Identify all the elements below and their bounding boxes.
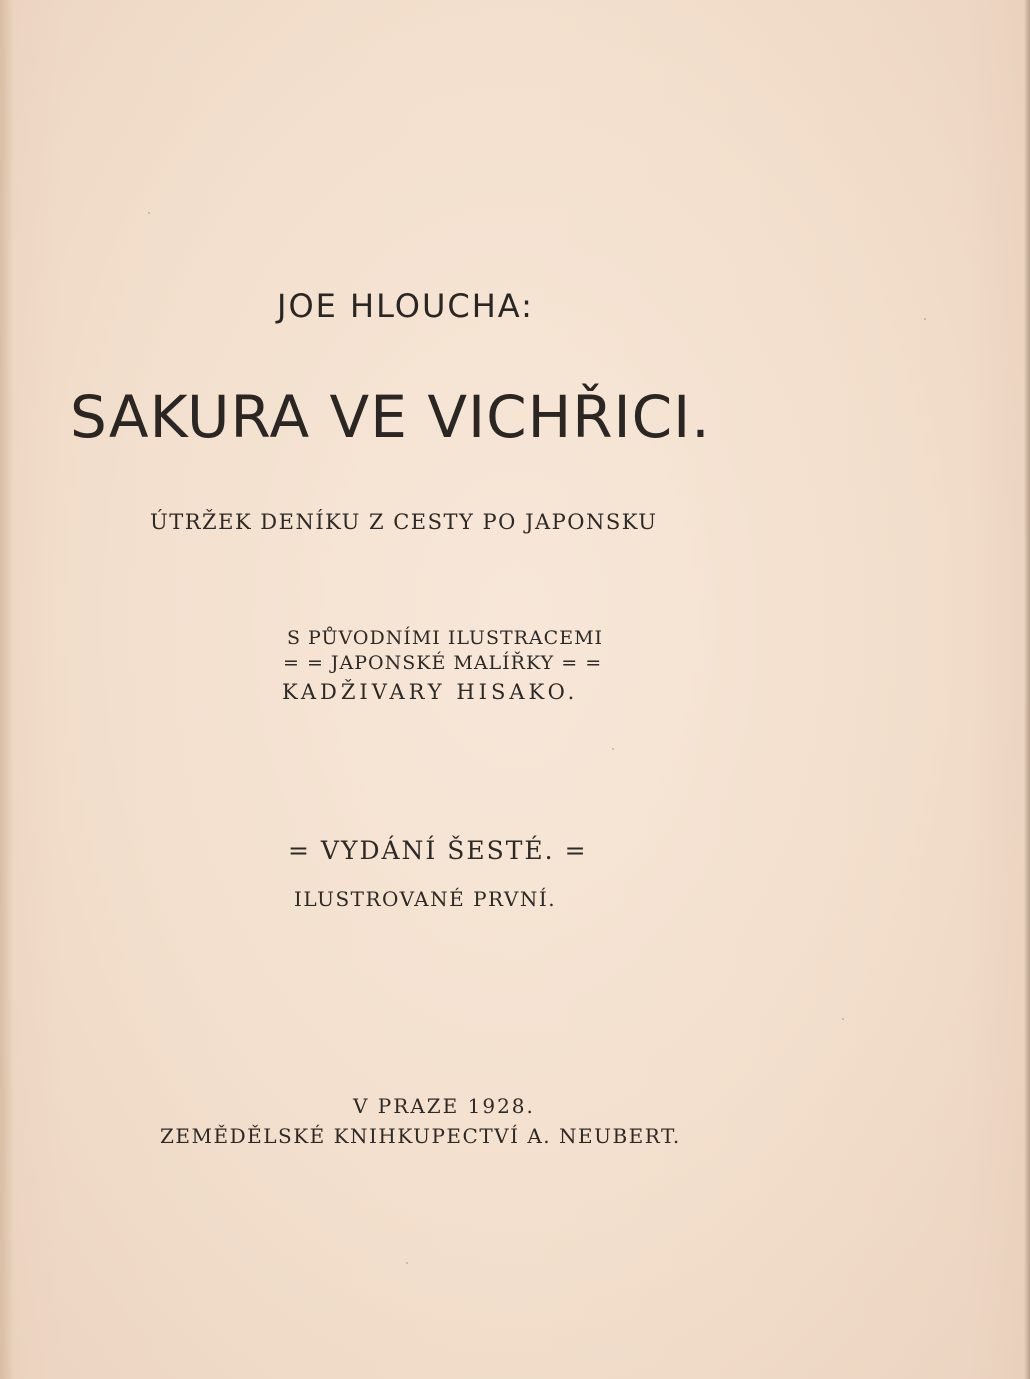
paper-speck (612, 748, 614, 750)
paper-speck (842, 1018, 844, 1020)
imprint-publisher: ZEMĚDĚLSKÉ KNIHKUPECTVÍ A. NEUBERT. (160, 1124, 681, 1148)
edition-statement: = VYDÁNÍ ŠESTÉ. = (288, 836, 588, 865)
illustrations-line-1: S PŮVODNÍMI ILUSTRACEMI (287, 627, 604, 649)
paper-speck (924, 318, 926, 320)
illustrations-line-2: = = JAPONSKÉ MALÍŘKY = = (283, 652, 603, 674)
paper-speck (148, 212, 150, 214)
page-right-edge-shadow (1024, 0, 1030, 1379)
book-subtitle: ÚTRŽEK DENÍKU Z CESTY PO JAPONSKU (150, 510, 658, 534)
book-title: SAKURA VE VICHŘICI. (70, 383, 711, 451)
author-name: JOE HLOUCHA: (277, 287, 534, 325)
imprint-place-year: V PRAZE 1928. (353, 1094, 535, 1118)
page-left-edge-shadow (0, 0, 14, 1379)
paper-speck (406, 1262, 408, 1264)
edition-substatement: ILUSTROVANÉ PRVNÍ. (294, 887, 557, 911)
illustrator-name: KADŽIVARY HISAKO. (282, 680, 579, 704)
